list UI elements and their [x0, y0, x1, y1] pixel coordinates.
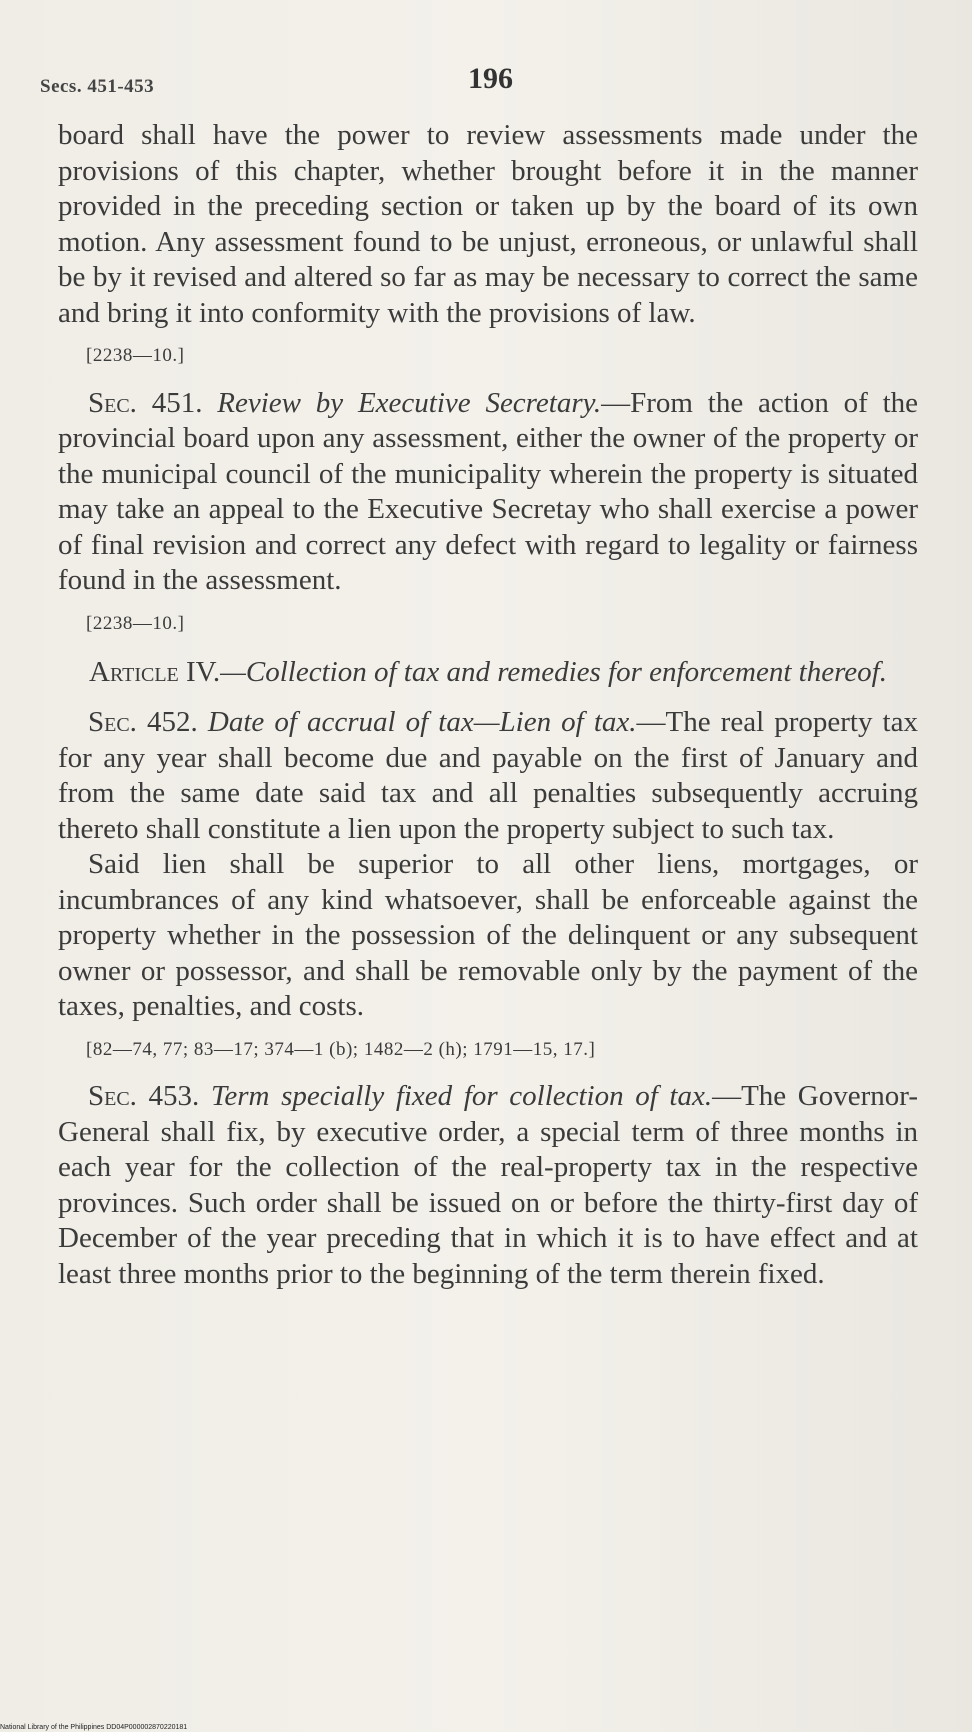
- article-heading: [58, 655, 918, 689]
- section-label: Sec. 453.: [88, 1080, 200, 1112]
- paragraph-continued: board shall have the power to review assessments made under the provisions of this chapter, whether brought before it in the manner provided in the preceding section or taken up by the board of its own motion. Any assessment found to be unjust, erroneous, or unlawful shall be by it revised and altered so far as may be necessary to correct the same and bring it into conformity with the provisions of law.: [58, 119, 918, 329]
- page-header: [40, 62, 920, 102]
- article-title: —Collection of tax and remedies for enforcement thereof.: [220, 656, 887, 688]
- section-heading: Date of accrual of tax—Lien of tax.: [207, 706, 637, 738]
- section-range-label: Secs. 451-453: [40, 76, 155, 97]
- section-label: Sec. 452.: [88, 706, 198, 738]
- page-body: [58, 118, 918, 1292]
- section-453: [58, 1079, 918, 1292]
- citation: [2238—10.]: [86, 345, 185, 366]
- paragraph: Said lien shall be superior to all other liens, mortgages, or incumbrances of any kind whatsoever, shall be enforceable against the property whether in the possession of the delinquent or any subsequent owner or possessor, and shall be removable only by the payment of the taxes, penalties, and costs.: [58, 848, 918, 1022]
- page-number: 196: [468, 62, 513, 95]
- section-452: [58, 705, 918, 847]
- section-heading: Term specially fixed for collection of tax.: [210, 1080, 713, 1112]
- section-text: —From the action of the provincial board upon any assessment, either the owner of the property or the municipal council of the municipality wherein the property is situated may take an appeal to the Executive Secretay who shall exercise a power of final revision and correct any defect with regard to legality or fairness found in the assessment.: [58, 386, 919, 596]
- citation: [82—74, 77; 83—17; 374—1 (b); 1482—2 (h); 1791—15, 17.]: [86, 1038, 596, 1060]
- section-heading: Review by Executive Secretary.: [217, 386, 602, 419]
- section-text: —The Governor-General shall fix, by executive order, a special term of three months in each year for the collection of the real-property tax in the respective provinces. Such order shall be issued on or before the thirty-first day of December of the year preceding that in which it is to have effect and at least three months prior to the beginning of the term therein fixed.: [58, 1080, 919, 1290]
- citation: [2238—10.]: [86, 612, 185, 634]
- section-451: [58, 386, 918, 599]
- scan-footer: National Library of the Philippines DD04P000002870220181: [0, 1724, 188, 1731]
- section-label: Sec. 451.: [88, 386, 203, 419]
- article-label: Article IV.: [89, 656, 221, 688]
- section-text: —The real property tax for any year shall become due and payable on the first of January and from the same date said tax and all penalties subsequently accruing thereto shall constitute a lien upon the property subject to such tax.: [58, 706, 918, 845]
